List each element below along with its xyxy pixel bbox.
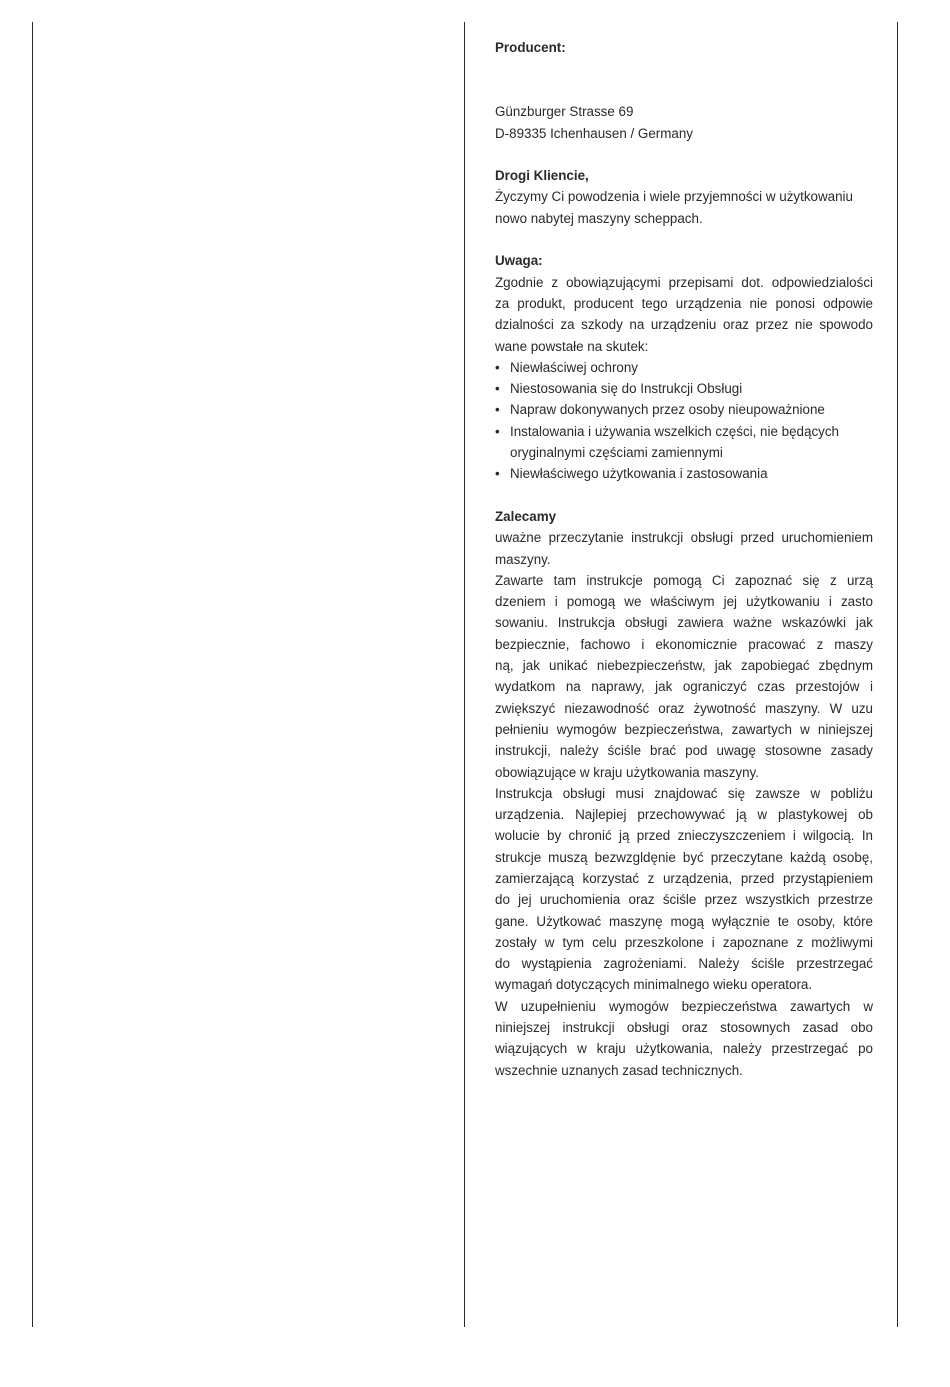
right-border-line — [897, 22, 898, 1327]
logo-gap — [495, 58, 873, 101]
bullet-marker: • — [495, 402, 500, 418]
recommend-line: zwiększyć niezawodność oraz żywotność maszyny. W uzu — [495, 700, 873, 716]
bullet-marker: • — [495, 466, 500, 482]
recommend-line: pełnieniu wymogów bezpieczeństwa, zawartych w niniejszej — [495, 721, 873, 737]
column-divider-line — [464, 22, 465, 1327]
recommend-line: bezpiecznie, fachowo i ekonomicznie pracować z maszy — [495, 636, 873, 652]
bullet-item: • Niewłaściwej ochrony — [495, 357, 873, 378]
recommend-line: niniejszej instrukcji obsługi oraz stosownych zasad obo — [495, 1020, 873, 1036]
greeting-line-1: Życzymy Ci powodzenia i wiele przyjemności w użytkowaniu — [495, 189, 853, 205]
address-line-2: D-89335 Ichenhausen / Germany — [495, 125, 694, 141]
recommend-line: do wystąpienia zagrożeniami. Należy ściśle przestrzegać — [495, 956, 873, 972]
left-border-line — [32, 22, 33, 1327]
recommend-line: W uzupełnieniu wymogów bezpieczeństwa zawartych w — [495, 998, 873, 1014]
recommend-line: sowaniu. Instrukcja obsługi zawiera ważne wskazówki jak — [495, 615, 873, 631]
warning-line: wane powstałe na skutek: — [495, 338, 649, 354]
bullet-item: • Niestosowania się do Instrukcji Obsługi — [495, 378, 873, 399]
warning-heading: Uwaga: — [495, 253, 543, 269]
warning-line: dzialności za szkody na urządzeniu oraz przez nie spowodo — [495, 317, 873, 333]
recommend-line: Instrukcja obsługi musi znajdować się zawsze w pobliżu — [495, 785, 873, 801]
bullet-marker: • — [495, 423, 500, 439]
recommend-line: Zawarte tam instrukcje pomogą Ci zapoznać się z urzą — [495, 572, 873, 588]
address-line-1: Günzburger Strasse 69 — [495, 104, 634, 120]
bullet-marker: • — [495, 359, 500, 375]
greeting-heading: Drogi Kliencie, — [495, 168, 589, 184]
recommend-line: ną, jak unikać niebezpieczeństw, jak zapobiegać zbędnym — [495, 658, 873, 674]
bullet-item: • Napraw dokonywanych przez osoby nieupoważnione — [495, 399, 873, 420]
recommend-line: urządzenia. Najlepiej przechowywać ją w plastykowej ob — [495, 807, 873, 823]
bullet-item: • Instalowania i używania wszelkich części, nie będących oryginalnymi częściami zamiennymi — [495, 421, 873, 464]
bullet-item: • Niewłaściwego użytkowania i zastosowania — [495, 463, 873, 484]
recommend-line: zostały w tym celu przeszkolone i zapoznane z możliwymi — [495, 934, 873, 950]
recommend-line: wymagań dotyczących minimalnego wieku operatora. — [495, 977, 813, 993]
bullet-marker: • — [495, 381, 500, 397]
recommend-line: do jej uruchomienia oraz ściśle przez wszystkich przestrze — [495, 892, 873, 908]
text-column — [495, 37, 873, 1081]
recommend-line: instrukcji, należy ściśle brać pod uwagę stosowne zasady — [495, 743, 873, 759]
recommend-line: maszyny. — [495, 551, 551, 567]
recommend-line: obowiązujące w kraju użytkowania maszyny. — [495, 764, 759, 780]
recommend-line: wszechnie uznanych zasad technicznych. — [495, 1062, 743, 1078]
warning-line: za produkt, producent tego urządzenia nie ponosi odpowie — [495, 295, 873, 311]
recommend-line: wolucie by chronić ją przed znieczyszczeniem i wilgocią. In — [495, 828, 873, 844]
recommend-line: gane. Użytkować maszynę mogą wyłącznie te osoby, które — [495, 913, 873, 929]
producer-heading: Producent: — [495, 40, 566, 55]
recommend-line: wiązujących w kraju użytkowania, należy przestrzegać po — [495, 1041, 873, 1057]
recommend-heading: Zalecamy — [495, 508, 557, 524]
recommend-text — [495, 527, 873, 1081]
recommend-line: uważne przeczytanie instrukcji obsługi przed uruchomieniem — [495, 530, 873, 546]
liability-bullet-list — [495, 357, 873, 485]
recommend-line: zamierzającą korzystać z urządzenia, przed przystąpieniem — [495, 870, 873, 886]
warning-line: Zgodnie z obowiązującymi przepisami dot. odpowiedzialości — [495, 274, 873, 290]
warning-text — [495, 272, 873, 357]
recommend-line: strukcje muszą bezwzgldęnie być przeczytane każdą osobę, — [495, 849, 873, 865]
recommend-line: wydatkom na naprawy, jak ograniczyć czas przestojów i — [495, 679, 873, 695]
greeting-line-2: nowo nabytej maszyny scheppach. — [495, 210, 703, 226]
recommend-line: dzeniem i pomogą we właściwym jej użytkowaniu i zasto — [495, 594, 873, 610]
